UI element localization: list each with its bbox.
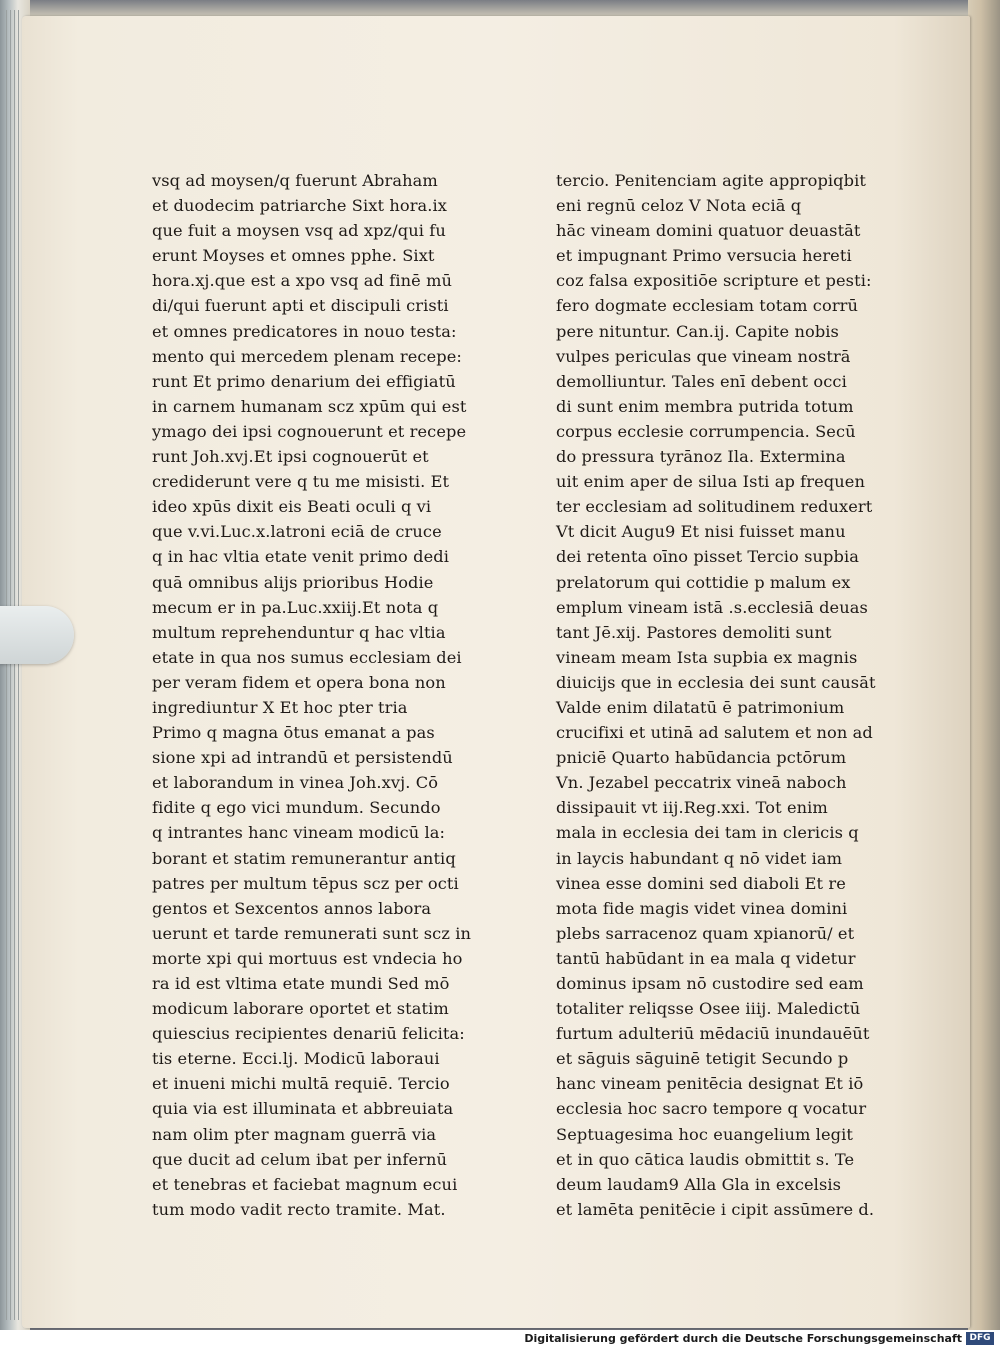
text-line: mota fide magis videt vinea domini — [556, 898, 848, 918]
scan-top-edge — [0, 0, 1000, 16]
text-line: nam olim pter magnam guerrā via — [152, 1124, 437, 1144]
text-line: vineam meam Ista supbia ex magnis — [556, 647, 858, 667]
text-line: ecclesia hoc sacro tempore q vocatur — [556, 1099, 867, 1119]
text-line: ymago dei ipsi cognouerunt et recepe — [152, 421, 467, 441]
text-line: plebs sarracenoz quam xpianorū/ et — [556, 923, 855, 943]
text-line: patres per multum tēpus scz per octi — [152, 873, 459, 893]
digitization-footer — [0, 1330, 1000, 1348]
text-line: tant Jē.xij. Pastores demoliti sunt — [556, 622, 832, 642]
text-line: emplum vineam istā .s.ecclesiā deuas — [556, 597, 868, 617]
text-line: eni regnū celoz V Nota eciā q — [556, 196, 802, 216]
text-line: dei retenta oīno pisset Tercio supbia — [556, 547, 859, 567]
text-line: fidite q ego vici mundum. Secundo — [152, 798, 441, 818]
text-line: et in quo cātica laudis obmittit s. Te — [556, 1149, 855, 1169]
text-line: quiescius recipientes denariū felicita: — [152, 1024, 465, 1044]
text-column-left — [152, 168, 480, 1222]
text-line: Septuagesima hoc euangelium legit — [556, 1124, 853, 1144]
text-line: hora.xj.que est a xpo vsq ad finē mū — [152, 271, 453, 291]
text-line: uit enim aper de silua Isti ap frequen — [556, 472, 865, 492]
text-line: quā omnibus alijs prioribus Hodie — [152, 572, 434, 592]
text-line: vulpes periculas que vineam nostrā — [556, 346, 851, 366]
text-line: per veram fidem et opera bona non — [152, 672, 446, 692]
text-line: borant et statim remunerantur antiq — [152, 848, 456, 868]
text-line: q intrantes hanc vineam modicū la: — [152, 823, 446, 843]
text-line: etate in qua nos sumus ecclesiam dei — [152, 647, 462, 667]
text-line: coz falsa expositiōe scripture et pesti: — [556, 271, 872, 291]
text-line: et laborandum in vinea Joh.xvj. Cō — [152, 773, 439, 793]
text-line: furtum adulteriū mēdaciū inundauēūt — [556, 1024, 870, 1044]
text-line: hanc vineam penitēcia designat Et iō — [556, 1074, 864, 1094]
text-line: dominus ipsam nō custodire sed eam — [556, 974, 864, 993]
dfg-logo: DFG — [966, 1332, 994, 1345]
text-line: mala in ecclesia dei tam in clericis q — [556, 823, 859, 843]
text-line: ingrediuntur X Et hoc pter tria — [152, 697, 408, 717]
text-line: diuicijs que in ecclesia dei sunt causāt — [556, 672, 876, 692]
text-line: Primo q magna ōtus emanat a pas — [152, 723, 435, 743]
text-line: deum laudam9 Alla Gla in excelsis — [556, 1174, 842, 1194]
text-line: ideo xpūs dixit eis Beati oculi q vi — [152, 497, 432, 517]
text-line: et lamēta penitēcie i cipit assūmere d. — [556, 1199, 875, 1219]
text-line: tercio. Penitenciam agite appropiqbit — [556, 171, 866, 190]
text-line: runt Joh.xvj.Et ipsi cognouerūt et — [152, 447, 429, 467]
text-line: totaliter reliqsse Osee iiij. Maledictū — [556, 999, 861, 1019]
text-line: multum reprehenduntur q hac vltia — [152, 622, 446, 642]
text-line: prelatorum qui cottidie p malum ex — [556, 572, 851, 592]
binding-gutter — [968, 0, 1000, 1330]
text-line: et tenebras et faciebat magnum ecui — [152, 1174, 458, 1194]
text-line: ra id est vltima etate mundi Sed mō — [152, 974, 450, 993]
text-line: morte xpi qui mortuus est vndecia ho — [152, 948, 463, 968]
text-line: et sāguis sāguinē tetigit Secundo p — [556, 1049, 849, 1069]
text-column-right — [556, 168, 884, 1222]
text-line: Vt dicit Augu9 Et nisi fuisset manu — [556, 522, 846, 542]
text-line: vinea esse domini sed diaboli Et re — [556, 873, 846, 893]
text-line: hāc vineam domini quatuor deuastāt — [556, 221, 861, 241]
text-line: Valde enim dilatatū ē patrimonium — [556, 697, 845, 717]
text-line: di/qui fuerunt apti et discipuli cristi — [152, 296, 449, 316]
text-line: mento qui mercedem plenam recepe: — [152, 346, 462, 366]
text-line: in carnem humanam scz xpūm qui est — [152, 396, 467, 416]
text-line: crediderunt vere q tu me misisti. Et — [152, 472, 450, 492]
text-line: mecum er in pa.Luc.xxiij.Et nota q — [152, 597, 439, 617]
text-line: et impugnant Primo versucia hereti — [556, 246, 852, 266]
text-line: dissipauit vt iij.Reg.xxi. Tot enim — [556, 798, 828, 818]
text-line: que fuit a moysen vsq ad xpz/qui fu — [152, 221, 446, 241]
text-line: modicum laborare oportet et statim — [152, 999, 449, 1019]
text-line: pere nituntur. Can.ij. Capite nobis — [556, 321, 839, 341]
text-line: do pressura tyrānoz Ila. Extermina — [556, 447, 846, 467]
text-line: uerunt et tarde remunerati sunt scz in — [152, 923, 472, 943]
text-line: Vn. Jezabel peccatrix vineā naboch — [556, 773, 847, 793]
text-line: tis eterne. Ecci.lj. Modicū laboraui — [152, 1049, 440, 1069]
text-line: erunt Moyses et omnes pphe. Sixt — [152, 246, 435, 266]
text-line: que v.vi.Luc.x.latroni eciā de cruce — [152, 522, 442, 542]
text-line: gentos et Sexcentos annos labora — [152, 898, 432, 918]
text-line: crucifixi et utinā ad salutem et non ad — [556, 723, 873, 743]
text-line: demolliuntur. Tales enī debent occi — [556, 371, 847, 391]
text-line: corpus ecclesie corrumpencia. Secū — [556, 421, 856, 441]
text-line: fero dogmate ecclesiam totam corrū — [556, 296, 859, 316]
bookmark-clip — [0, 606, 74, 664]
text-line: di sunt enim membra putrida totum — [556, 396, 854, 416]
text-line: que ducit ad celum ibat per infernū — [152, 1149, 448, 1169]
text-line: tantū habūdant in ea mala q videtur — [556, 948, 856, 968]
text-line: et omnes predicatores in nouo testa: — [152, 321, 457, 341]
text-line: tum modo vadit recto tramite. Mat. — [152, 1199, 446, 1219]
text-line: quia via est illuminata et abbreuiata — [152, 1099, 454, 1119]
text-line: sione xpi ad intrandū et persistendū — [152, 748, 453, 768]
text-line: q in hac vltia etate venit primo dedi — [152, 547, 449, 567]
text-line: in laycis habundant q nō videt iam — [556, 848, 843, 868]
text-line: et duodecim patriarche Sixt hora.ix — [152, 196, 448, 216]
text-line: runt Et primo denarium dei effigiatū — [152, 371, 456, 391]
text-line: ter ecclesiam ad solitudinem reduxert — [556, 497, 873, 517]
text-line: pniciē Quarto habūdancia pctōrum — [556, 748, 847, 768]
text-line: et inueni michi multā requiē. Tercio — [152, 1074, 450, 1094]
funding-credit: Digitalisierung gefördert durch die Deutsche Forschungsgemeinschaft — [524, 1332, 962, 1345]
text-line: vsq ad moysen/q fuerunt Abraham — [152, 171, 438, 190]
